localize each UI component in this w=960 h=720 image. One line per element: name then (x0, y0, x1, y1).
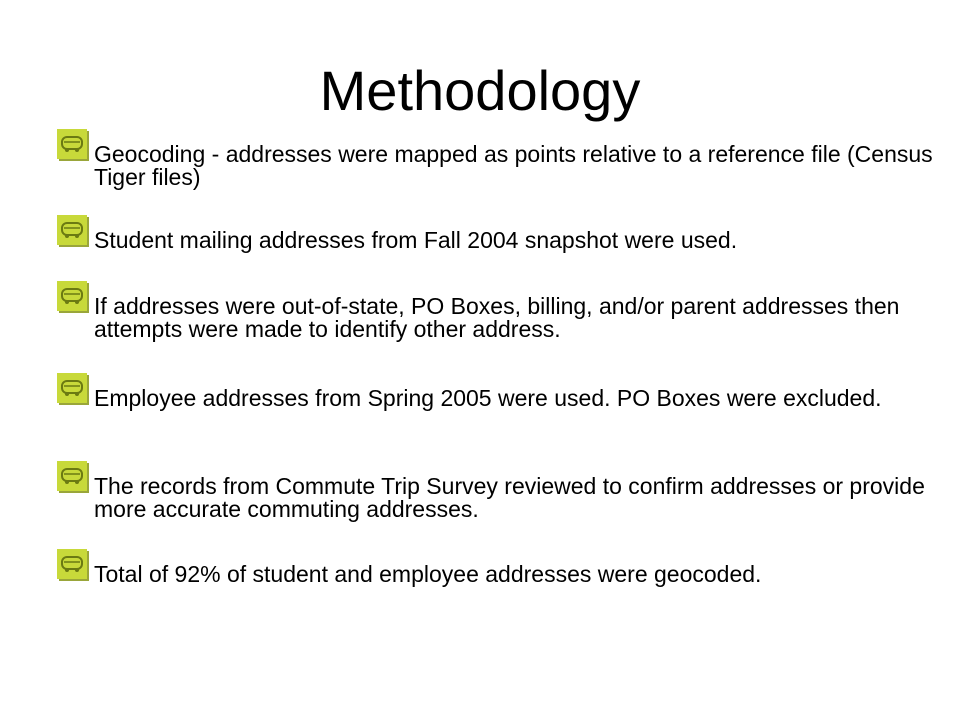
bullet-item (56, 280, 954, 341)
bullet-text: Geocoding - addresses were mapped as points relative to a reference file (Census Tiger files) (94, 141, 933, 190)
bullet-item (56, 372, 954, 410)
bullet-item (56, 548, 954, 586)
bus-icon (56, 280, 90, 314)
slide-title: Methodology (319, 59, 641, 122)
bullet-text: Student mailing addresses from Fall 2004 snapshot were used. (94, 227, 738, 253)
bus-icon (56, 548, 90, 582)
bullet-text: Total of 92% of student and employee addresses were geocoded. (94, 561, 762, 587)
bullet-text: If addresses were out-of-state, PO Boxes, billing, and/or parent addresses then attempts were made to identify other address. (94, 293, 900, 342)
bus-icon (56, 460, 90, 494)
bus-icon (56, 128, 90, 162)
bus-icon (56, 214, 90, 248)
bullet-text: Employee addresses from Spring 2005 were used. PO Boxes were excluded. (94, 385, 882, 411)
bullet-item (56, 460, 954, 521)
bullet-text: The records from Commute Trip Survey reviewed to confirm addresses or provide more accurate commuting addresses. (94, 473, 925, 522)
bullet-item (56, 214, 954, 252)
bus-icon (56, 372, 90, 406)
bullet-item (56, 128, 954, 189)
